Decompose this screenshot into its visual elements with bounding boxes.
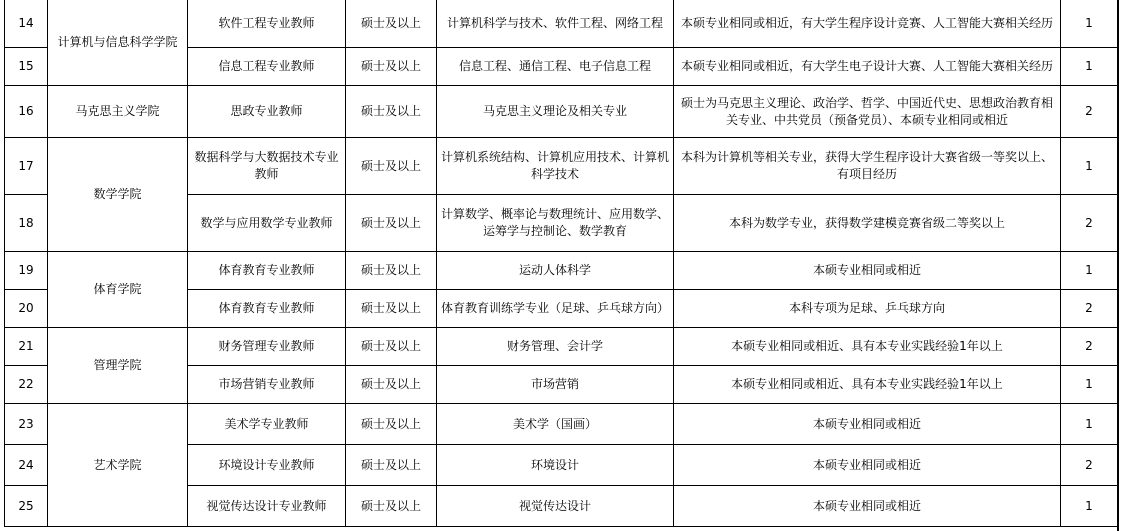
requirement-cell: 硕士为马克思主义理论、政治学、哲学、中国近代史、思想政治教育相关专业、中共党员（预备党员）、本硕专业相同或相近 (674, 86, 1061, 138)
major-cell: 信息工程、通信工程、电子信息工程 (437, 48, 674, 86)
recruitment-table (4, 0, 1118, 527)
count-cell: 2 (1061, 445, 1118, 486)
table-row (5, 86, 1118, 138)
major-cell: 视觉传达设计 (437, 486, 674, 527)
count-cell: 1 (1061, 486, 1118, 527)
row-number: 24 (5, 445, 48, 486)
count-cell: 1 (1061, 404, 1118, 445)
requirement-cell: 本硕专业相同或相近、具有本专业实践经验1年以上 (674, 328, 1061, 366)
position-cell: 美术学专业教师 (188, 404, 346, 445)
position-cell: 软件工程专业教师 (188, 0, 346, 48)
table-row (5, 0, 1118, 48)
row-number: 20 (5, 290, 48, 328)
college-cell: 数学学院 (48, 138, 188, 252)
requirement-cell: 本硕专业相同或相近 (674, 486, 1061, 527)
degree-cell: 硕士及以上 (346, 252, 437, 290)
degree-cell: 硕士及以上 (346, 445, 437, 486)
count-cell: 1 (1061, 366, 1118, 404)
degree-cell: 硕士及以上 (346, 366, 437, 404)
count-cell: 2 (1061, 86, 1118, 138)
row-number: 17 (5, 138, 48, 195)
row-number: 16 (5, 86, 48, 138)
table-row (5, 328, 1118, 366)
position-cell: 信息工程专业教师 (188, 48, 346, 86)
count-cell: 1 (1061, 252, 1118, 290)
requirement-cell: 本硕专业相同或相近 (674, 445, 1061, 486)
position-cell: 环境设计专业教师 (188, 445, 346, 486)
major-cell: 美术学（国画） (437, 404, 674, 445)
major-cell: 财务管理、会计学 (437, 328, 674, 366)
requirement-cell: 本硕专业相同或相近，有大学生程序设计竞赛、人工智能大赛相关经历 (674, 0, 1061, 48)
row-number: 22 (5, 366, 48, 404)
table-row (5, 404, 1118, 445)
position-cell: 市场营销专业教师 (188, 366, 346, 404)
position-cell: 思政专业教师 (188, 86, 346, 138)
major-cell: 运动人体科学 (437, 252, 674, 290)
major-cell: 体育教育训练学专业（足球、乒乓球方向） (437, 290, 674, 328)
major-cell: 计算数学、概率论与数理统计、应用数学、运筹学与控制论、数学教育 (437, 195, 674, 252)
position-cell: 体育教育专业教师 (188, 290, 346, 328)
requirement-cell: 本硕专业相同或相近，有大学生电子设计大赛、人工智能大赛相关经历 (674, 48, 1061, 86)
major-cell: 计算机系统结构、计算机应用技术、计算机科学技术 (437, 138, 674, 195)
degree-cell: 硕士及以上 (346, 195, 437, 252)
college-cell: 马克思主义学院 (48, 86, 188, 138)
requirement-cell: 本科专项为足球、乒乓球方向 (674, 290, 1061, 328)
table-row (5, 138, 1118, 195)
requirement-cell: 本硕专业相同或相近、具有本专业实践经验1年以上 (674, 366, 1061, 404)
count-cell: 2 (1061, 195, 1118, 252)
degree-cell: 硕士及以上 (346, 48, 437, 86)
position-cell: 数据科学与大数据技术专业教师 (188, 138, 346, 195)
college-cell: 艺术学院 (48, 404, 188, 527)
table-row (5, 252, 1118, 290)
degree-cell: 硕士及以上 (346, 486, 437, 527)
row-number: 18 (5, 195, 48, 252)
major-cell: 计算机科学与技术、软件工程、网络工程 (437, 0, 674, 48)
row-number: 15 (5, 48, 48, 86)
college-cell: 管理学院 (48, 328, 188, 404)
row-number: 23 (5, 404, 48, 445)
major-cell: 市场营销 (437, 366, 674, 404)
count-cell: 1 (1061, 48, 1118, 86)
count-cell: 2 (1061, 290, 1118, 328)
position-cell: 数学与应用数学专业教师 (188, 195, 346, 252)
requirement-cell: 本硕专业相同或相近 (674, 252, 1061, 290)
college-cell: 体育学院 (48, 252, 188, 328)
major-cell: 马克思主义理论及相关专业 (437, 86, 674, 138)
requirement-cell: 本硕专业相同或相近 (674, 404, 1061, 445)
position-cell: 体育教育专业教师 (188, 252, 346, 290)
position-cell: 财务管理专业教师 (188, 328, 346, 366)
count-cell: 2 (1061, 328, 1118, 366)
row-number: 25 (5, 486, 48, 527)
row-number: 14 (5, 0, 48, 48)
row-number: 21 (5, 328, 48, 366)
college-cell: 计算机与信息科学学院 (48, 0, 188, 86)
degree-cell: 硕士及以上 (346, 86, 437, 138)
row-number: 19 (5, 252, 48, 290)
position-cell: 视觉传达设计专业教师 (188, 486, 346, 527)
degree-cell: 硕士及以上 (346, 290, 437, 328)
degree-cell: 硕士及以上 (346, 0, 437, 48)
degree-cell: 硕士及以上 (346, 404, 437, 445)
count-cell: 1 (1061, 0, 1118, 48)
degree-cell: 硕士及以上 (346, 138, 437, 195)
major-cell: 环境设计 (437, 445, 674, 486)
requirement-cell: 本科为数学专业，获得数学建模竞赛省级二等奖以上 (674, 195, 1061, 252)
requirement-cell: 本科为计算机等相关专业，获得大学生程序设计大赛省级一等奖以上、有项目经历 (674, 138, 1061, 195)
right-border-line (1117, 0, 1119, 531)
degree-cell: 硕士及以上 (346, 328, 437, 366)
count-cell: 1 (1061, 138, 1118, 195)
